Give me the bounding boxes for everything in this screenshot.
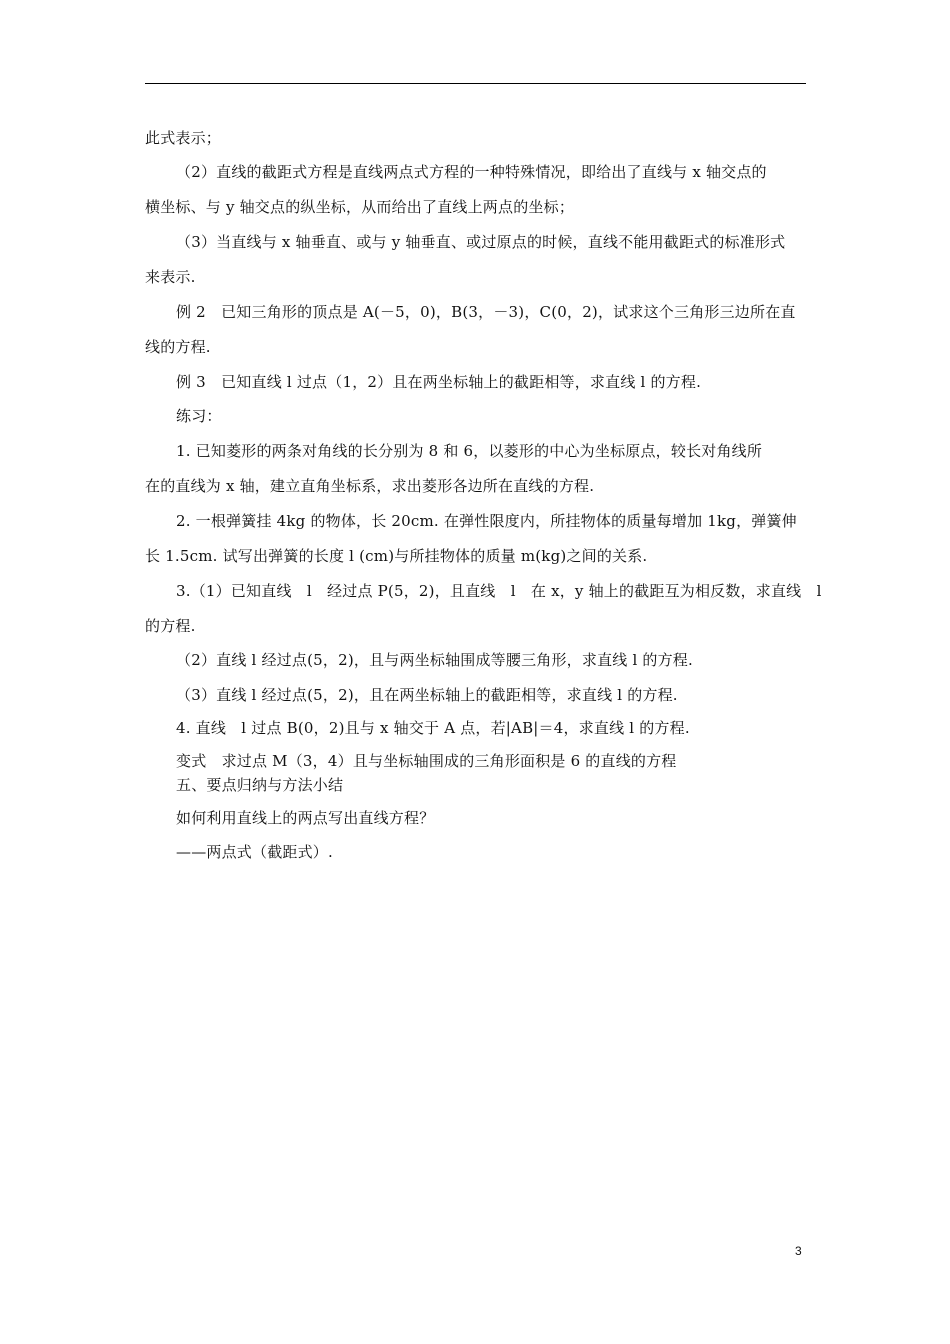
example-3-line: 例 3 已知直线 l 过点（1，2）且在两坐标轴上的截距相等，求直线 l 的方程. bbox=[176, 373, 702, 391]
summary-question: 如何利用直线上的两点写出直线方程？ bbox=[176, 809, 435, 827]
text-line: 长 1.5cm. 试写出弹簧的长度 l (cm)与所挂物体的质量 m(kg)之间的关系. bbox=[145, 547, 648, 565]
exercise-2-line: 2. 一根弹簧挂 4kg 的物体，长 20cm. 在弹性限度内，所挂物体的质量每增加 1kg，弹簧伸 bbox=[176, 512, 797, 530]
exercise-heading: 练习： bbox=[176, 407, 222, 425]
variant-line: 变式 求过点 M（3，4）且与坐标轴围成的三角形面积是 6 的直线的方程 bbox=[176, 752, 677, 770]
exercise-3-2-line: （2）直线 l 经过点(5，2)，且与两坐标轴围成等腰三角形，求直线 l 的方程. bbox=[176, 651, 693, 669]
text-line: 来表示. bbox=[145, 268, 196, 286]
exercise-4-line: 4. 直线 l 过点 B(0，2)且与 x 轴交于 A 点，若|AB|＝4，求直线 l 的方程. bbox=[176, 719, 690, 737]
text-line: （3）当直线与 x 轴垂直、或与 y 轴垂直、或过原点的时候，直线不能用截距式的标准形式 bbox=[176, 233, 786, 251]
page-number: 3 bbox=[795, 1244, 802, 1258]
text-line: 在的直线为 x 轴，建立直角坐标系，求出菱形各边所在直线的方程. bbox=[145, 477, 595, 495]
example-2-line: 例 2 已知三角形的顶点是 A(－5，0)，B(3，－3)，C(0，2)，试求这个三角形三边所在直 bbox=[176, 303, 796, 321]
exercise-3-3-line: （3）直线 l 经过点(5，2)，且在两坐标轴上的截距相等，求直线 l 的方程. bbox=[176, 686, 678, 704]
summary-answer: ——两点式（截距式）. bbox=[176, 843, 333, 861]
text-line: 此式表示； bbox=[145, 129, 222, 147]
text-line: 线的方程. bbox=[145, 338, 211, 356]
exercise-1-line: 1. 已知菱形的两条对角线的长分别为 8 和 6，以菱形的中心为坐标原点，较长对角线所 bbox=[176, 442, 763, 460]
text-line: （2）直线的截距式方程是直线两点式方程的一种特殊情况，即给出了直线与 x 轴交点的 bbox=[176, 163, 767, 181]
text-line: 横坐标、与 y 轴交点的纵坐标，从而给出了直线上两点的坐标； bbox=[145, 198, 575, 216]
text-line: 的方程. bbox=[145, 617, 196, 635]
section-heading: 五、要点归纳与方法小结 bbox=[176, 776, 344, 794]
header-rule bbox=[145, 83, 806, 84]
exercise-3-line: 3.（1）已知直线 l 经过点 P(5，2)，且直线 l 在 x，y 轴上的截距互为相反数，求直线 l bbox=[176, 582, 822, 600]
